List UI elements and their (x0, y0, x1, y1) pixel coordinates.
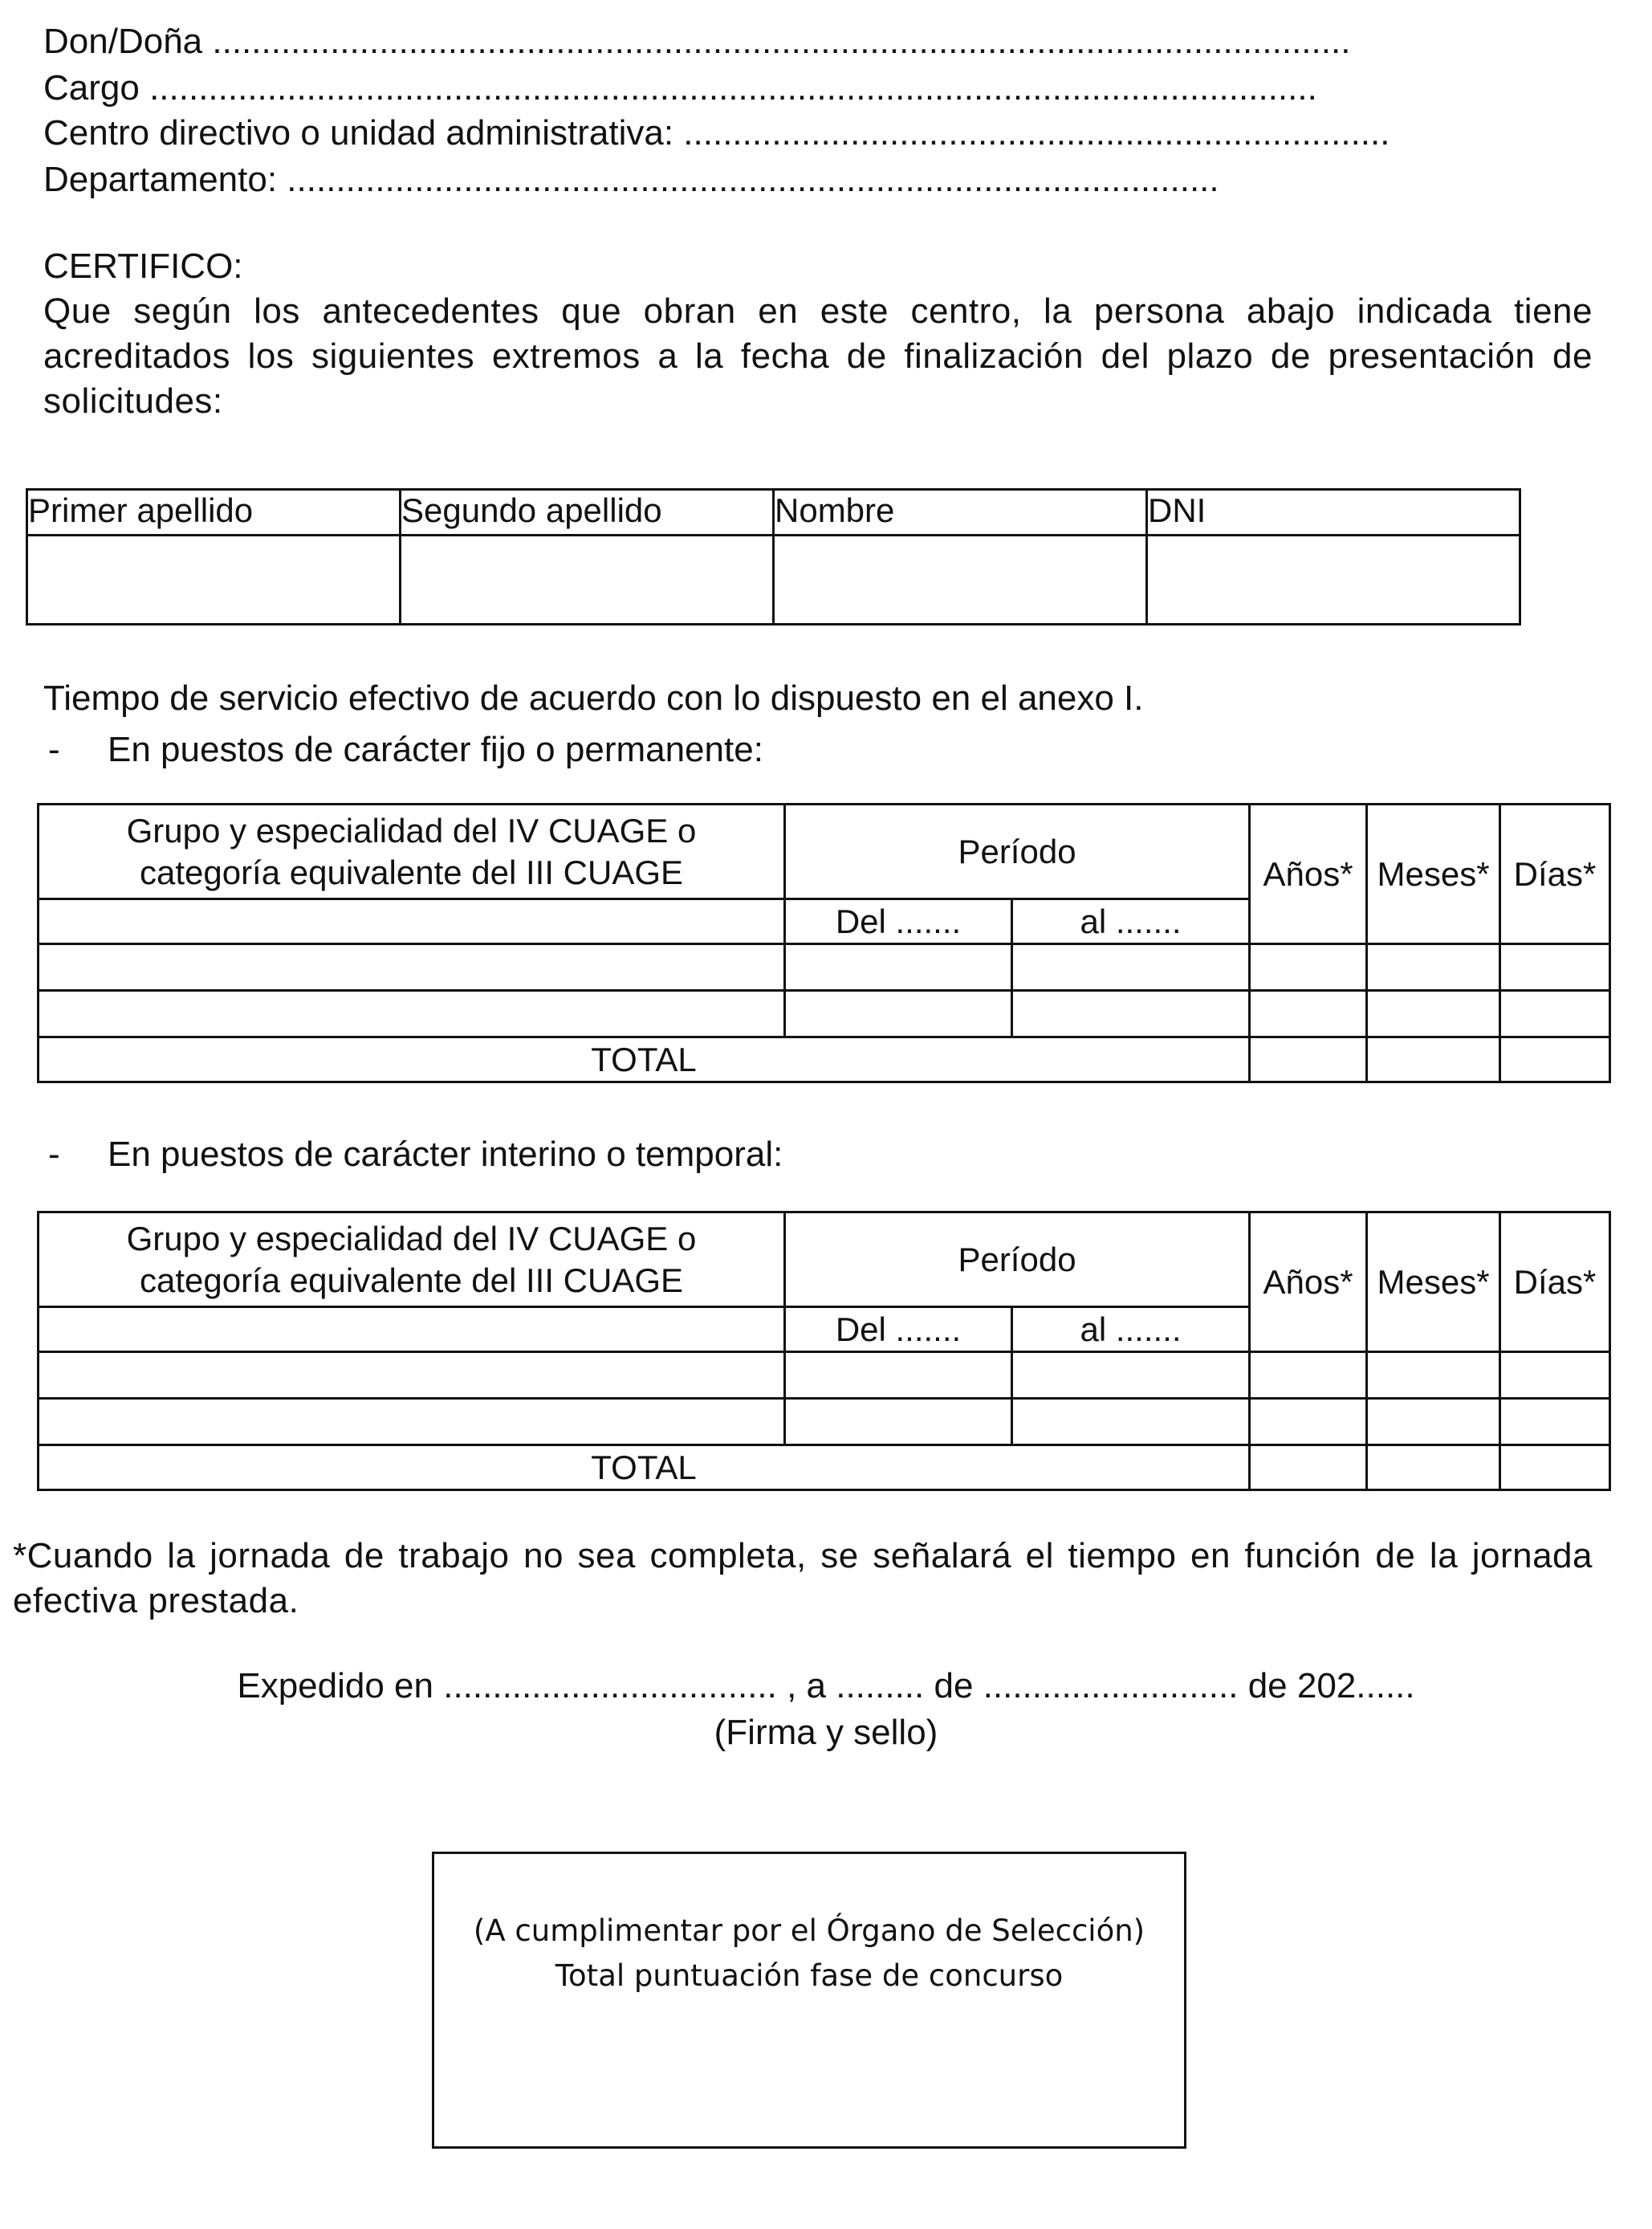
field-departamento[interactable] (43, 157, 1219, 202)
field-label: Centro directivo o unidad administrativa: (43, 113, 674, 153)
cell-anos[interactable] (1250, 1352, 1367, 1399)
input-segundo-apellido[interactable] (401, 536, 774, 625)
header-anos: Años* (1250, 805, 1367, 944)
cell-grupo[interactable] (39, 1352, 785, 1399)
cell-dias[interactable] (1500, 1352, 1610, 1399)
cell-grupo[interactable] (39, 899, 785, 944)
cell-anos[interactable] (1250, 991, 1367, 1037)
input-primer-apellido[interactable] (27, 536, 401, 625)
header-dias: Días* (1500, 805, 1610, 944)
cell-al[interactable] (1012, 1399, 1250, 1445)
cell-dias[interactable] (1500, 1399, 1610, 1445)
cell-dias[interactable] (1500, 991, 1610, 1037)
header-meses: Meses* (1367, 805, 1500, 944)
bullet-dash: - (48, 1135, 60, 1174)
footnote: *Cuando la jornada de trabajo no sea completa, se señalará el tiempo en función de la jornada efectiva prestada. (13, 1536, 1593, 1620)
header-grupo (39, 805, 785, 899)
header-primer-apellido: Primer apellido (27, 490, 401, 536)
total-row (39, 1037, 1610, 1082)
cell-meses[interactable] (1367, 991, 1500, 1037)
certifico-text: Que según los antecedentes que obran en este centro, la persona abajo indicada tiene acreditados los siguientes extremos a la fecha de finalización del plazo de presentación de solicitudes: (43, 291, 1593, 421)
total-meses[interactable] (1367, 1037, 1500, 1082)
header-periodo: Período (785, 805, 1250, 899)
field-fill-line: ....................................................................................................................... (149, 68, 1317, 108)
header-dias: Días* (1500, 1212, 1610, 1352)
service-table-temporary (37, 1211, 1611, 1491)
header-grupo-line1: Grupo y especialidad del IV CUAGE o (126, 811, 697, 850)
jury-score-box (432, 1852, 1186, 2149)
field-label: Don/Doña (43, 22, 203, 61)
field-fill-line: ............................................................................................... (287, 160, 1219, 199)
signature-label: (Firma y sello) (714, 1713, 938, 1752)
total-label: TOTAL (39, 1445, 1250, 1490)
header-grupo (39, 1212, 785, 1307)
field-don-dona[interactable] (43, 19, 1350, 64)
service-intro: Tiempo de servicio efectivo de acuerdo con lo dispuesto en el anexo I. (43, 678, 1144, 718)
header-grupo-line2: categoría equivalente del III CUAGE (139, 1261, 684, 1299)
header-al: al ....... (1012, 899, 1250, 944)
identity-table (26, 488, 1521, 626)
cell-del[interactable] (785, 991, 1012, 1037)
header-al: al ....... (1012, 1307, 1250, 1352)
cell-grupo[interactable] (39, 991, 785, 1037)
total-dias[interactable] (1500, 1037, 1610, 1082)
cell-meses[interactable] (1367, 1399, 1500, 1445)
input-dni[interactable] (1147, 536, 1520, 625)
header-del: Del ....... (785, 1307, 1012, 1352)
certifico-heading: CERTIFICO: (43, 247, 243, 286)
cell-al[interactable] (1012, 1352, 1250, 1399)
fixed-label (48, 727, 763, 772)
header-nombre: Nombre (774, 490, 1147, 536)
cell-grupo[interactable] (39, 944, 785, 991)
header-meses: Meses* (1367, 1212, 1500, 1352)
table-row (39, 991, 1610, 1037)
temporary-label-text: En puestos de carácter interino o temporal: (108, 1135, 783, 1174)
cell-meses[interactable] (1367, 944, 1500, 991)
cell-del[interactable] (785, 1399, 1012, 1445)
field-cargo[interactable] (43, 66, 1317, 111)
cell-dias[interactable] (1500, 944, 1610, 991)
header-grupo-line1: Grupo y especialidad del IV CUAGE o (126, 1219, 697, 1257)
total-dias[interactable] (1500, 1445, 1610, 1490)
jury-box-line1: (A cumplimentar por el Órgano de Selección) (473, 1913, 1145, 1948)
header-dni: DNI (1147, 490, 1520, 536)
cell-al[interactable] (1012, 944, 1250, 991)
header-del: Del ....... (785, 899, 1012, 944)
cell-del[interactable] (785, 944, 1012, 991)
cell-del[interactable] (785, 1352, 1012, 1399)
header-segundo-apellido: Segundo apellido (401, 490, 774, 536)
cell-al[interactable] (1012, 991, 1250, 1037)
field-fill-line: ........................................................................ (683, 113, 1390, 153)
header-grupo-line2: categoría equivalente del III CUAGE (139, 853, 684, 891)
header-anos: Años* (1250, 1212, 1367, 1352)
total-anos[interactable] (1250, 1037, 1367, 1082)
total-row (39, 1445, 1610, 1490)
issued-line: Expedido en .................................. , a ......... de .......................... de 202...... (237, 1666, 1415, 1705)
header-periodo: Período (785, 1212, 1250, 1307)
temporary-label (48, 1132, 783, 1177)
total-anos[interactable] (1250, 1445, 1367, 1490)
service-table-fixed (37, 803, 1611, 1083)
cell-grupo[interactable] (39, 1307, 785, 1352)
fixed-label-text: En puestos de carácter fijo o permanente: (108, 730, 763, 769)
total-meses[interactable] (1367, 1445, 1500, 1490)
cell-meses[interactable] (1367, 1352, 1500, 1399)
table-row (39, 1352, 1610, 1399)
cell-anos[interactable] (1250, 1399, 1367, 1445)
total-label: TOTAL (39, 1037, 1250, 1082)
field-fill-line: .................................................................................................................... (212, 22, 1351, 61)
field-label: Departamento: (43, 160, 278, 199)
table-row (39, 1399, 1610, 1445)
cell-grupo[interactable] (39, 1399, 785, 1445)
cell-anos[interactable] (1250, 944, 1367, 991)
field-centro-directivo[interactable] (43, 111, 1390, 156)
jury-box-line2: Total puntuación fase de concurso (555, 1958, 1064, 1993)
field-label: Cargo (43, 68, 140, 108)
table-row (39, 944, 1610, 991)
bullet-dash: - (48, 730, 60, 769)
input-nombre[interactable] (774, 536, 1147, 625)
